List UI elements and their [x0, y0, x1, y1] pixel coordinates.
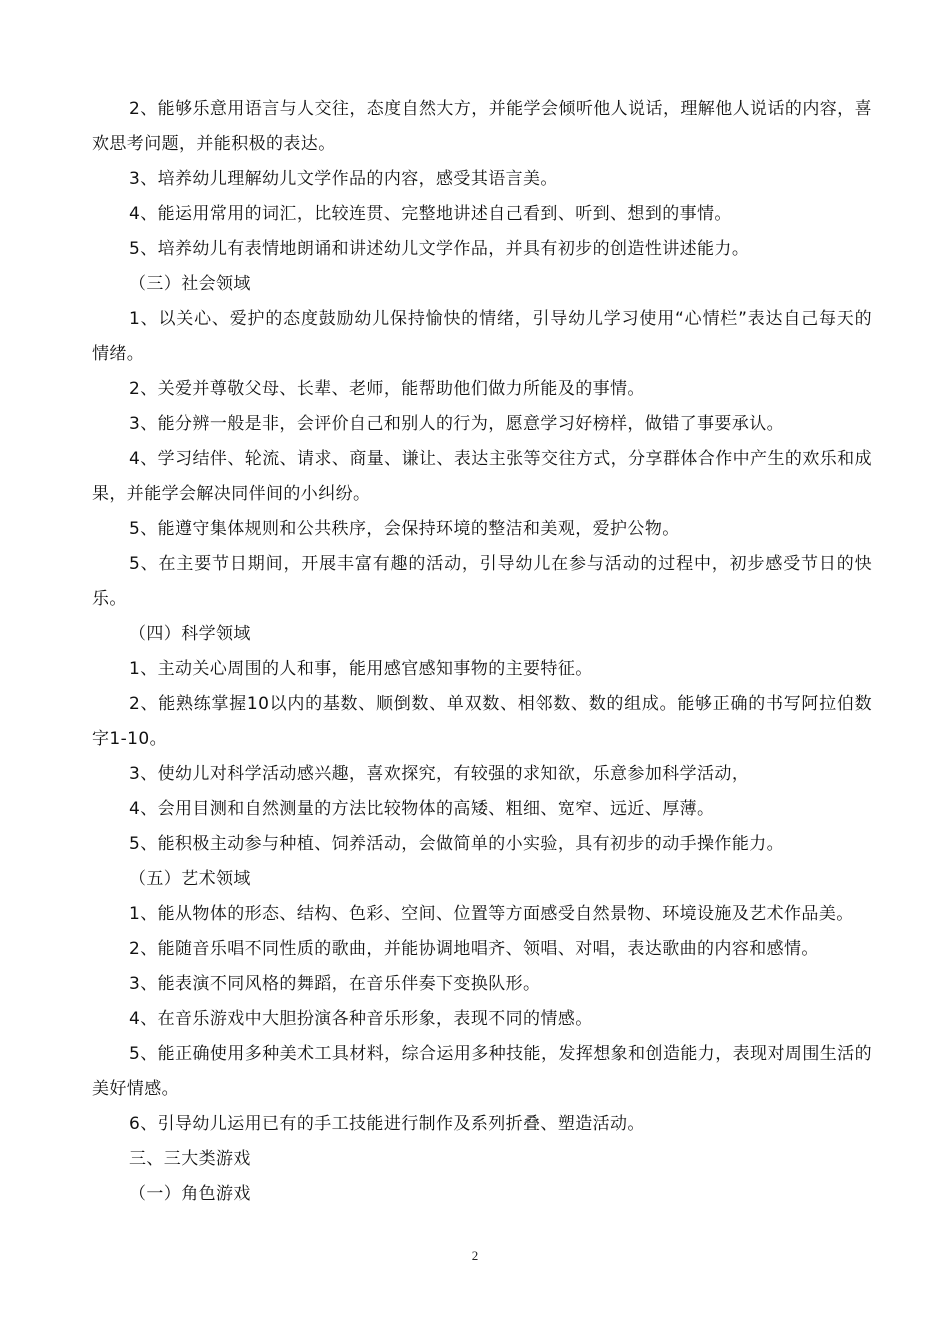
paragraph-art-2: 2、能随音乐唱不同性质的歌曲，并能协调地唱齐、领唱、对唱，表达歌曲的内容和感情。: [129, 939, 819, 959]
paragraph-science-2: 2、能熟练掌握10以内的基数、顺倒数、单双数、相邻数、数的组成。能够正确的书写阿拉伯数字1-10。: [92, 694, 872, 749]
paragraph-art-1: 1、能从物体的形态、结构、色彩、空间、位置等方面感受自然景物、环境设施及艺术作品美。: [129, 904, 854, 924]
paragraph-language-5: 5、培养幼儿有表情地朗诵和讲述幼儿文学作品，并具有初步的创造性讲述能力。: [129, 239, 750, 259]
section-heading-art: （五）艺术领域: [129, 869, 251, 889]
paragraph-art-6: 6、引导幼儿运用已有的手工技能进行制作及系列折叠、塑造活动。: [129, 1114, 645, 1134]
paragraph-art-3: 3、能表演不同风格的舞蹈，在音乐伴奏下变换队形。: [129, 974, 541, 994]
section-heading-social: （三）社会领域: [129, 274, 251, 294]
paragraph-social-2: 2、关爱并尊敬父母、长辈、老师，能帮助他们做力所能及的事情。: [129, 379, 645, 399]
paragraph-social-1: 1、以关心、爱护的态度鼓励幼儿保持愉快的情绪，引导幼儿学习使用“心情栏”表达自己每天的情绪。: [92, 309, 872, 364]
paragraph-language-4: 4、能运用常用的词汇，比较连贯、完整地讲述自己看到、听到、想到的事情。: [129, 204, 732, 224]
paragraph-language-3: 3、培养幼儿理解幼儿文学作品的内容，感受其语言美。: [129, 169, 558, 189]
paragraph-social-3: 3、能分辨一般是非，会评价自己和别人的行为，愿意学习好榜样，做错了事要承认。: [129, 414, 785, 434]
paragraph-science-5: 5、能积极主动参与种植、饲养活动，会做简单的小实验，具有初步的动手操作能力。: [129, 834, 785, 854]
paragraph-science-3: 3、使幼儿对科学活动感兴趣，喜欢探究，有较强的求知欲，乐意参加科学活动，: [129, 764, 750, 784]
paragraph-social-4: 4、学习结伴、轮流、请求、商量、谦让、表达主张等交往方式，分享群体合作中产生的欢乐和成果，并能学会解决同伴间的小纠纷。: [92, 449, 872, 504]
section-heading-games: 三、三大类游戏: [129, 1149, 251, 1169]
paragraph-art-5: 5、能正确使用多种美术工具材料，综合运用多种技能，发挥想象和创造能力，表现对周围生活的美好情感。: [92, 1044, 872, 1099]
paragraph-language-2: 2、能够乐意用语言与人交往，态度自然大方，并能学会倾听他人说话，理解他人说话的内容，喜欢思考问题，并能积极的表达。: [92, 99, 872, 154]
section-heading-science: （四）科学领域: [129, 624, 251, 644]
paragraph-science-4: 4、会用目测和自然测量的方法比较物体的高矮、粗细、宽窄、远近、厚薄。: [129, 799, 715, 819]
page-number: 2: [471, 1248, 479, 1263]
paragraph-art-4: 4、在音乐游戏中大胆扮演各种音乐形象，表现不同的情感。: [129, 1009, 593, 1029]
paragraph-science-1: 1、主动关心周围的人和事，能用感官感知事物的主要特征。: [129, 659, 593, 679]
document-body: [92, 92, 872, 1212]
paragraph-social-5b: 5、在主要节日期间，开展丰富有趣的活动，引导幼儿在参与活动的过程中，初步感受节日的快乐。: [92, 554, 872, 609]
paragraph-social-5a: 5、能遵守集体规则和公共秩序，会保持环境的整洁和美观，爱护公物。: [129, 519, 680, 539]
section-heading-role-play: （一）角色游戏: [129, 1184, 251, 1204]
